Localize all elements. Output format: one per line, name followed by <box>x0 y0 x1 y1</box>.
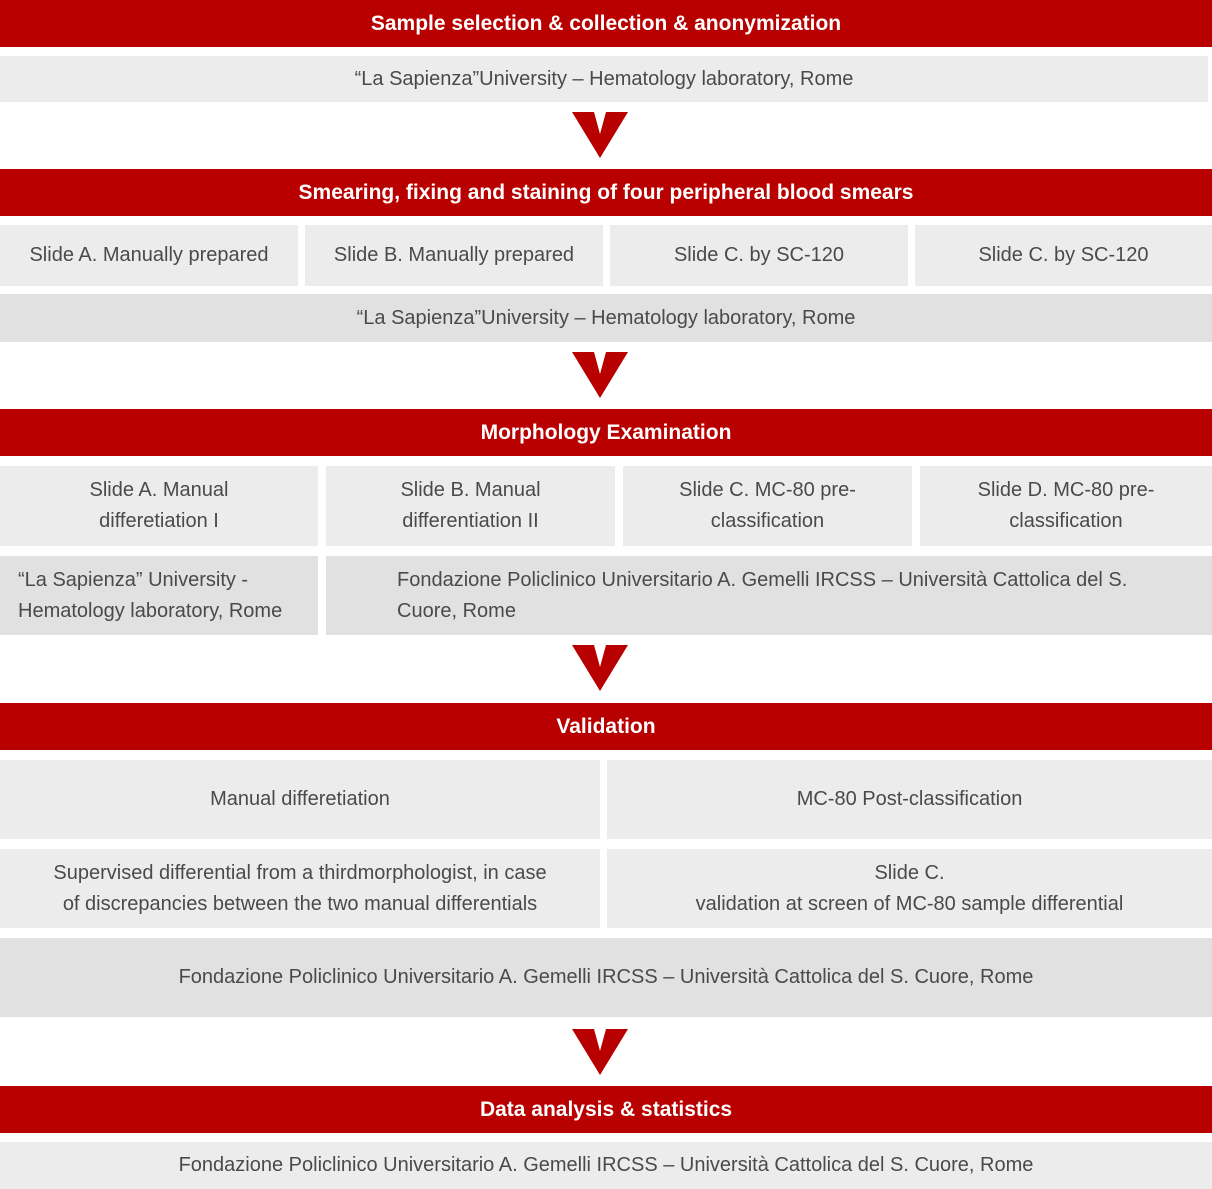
validation-method-right: MC-80 Post-classification <box>607 760 1212 839</box>
slide-c-prep: Slide C. by SC-120 <box>610 225 908 286</box>
slide-c-exam: Slide C. MC-80 pre- classification <box>623 466 912 546</box>
slide-b-prep: Slide B. Manually prepared <box>305 225 603 286</box>
validation-detail-right: Slide C. validation at screen of MC-80 sample differential <box>607 849 1212 928</box>
flow-arrow-icon <box>572 645 628 691</box>
stage3-location-right: Fondazione Policlinico Universitario A. Gemelli IRCSS – Università Cattolica del S. Cuore, Rome <box>326 556 1212 635</box>
stage5-header: Data analysis & statistics <box>0 1086 1212 1133</box>
stage1-location: “La Sapienza”University – Hematology laboratory, Rome <box>0 56 1208 102</box>
stage1-header: Sample selection & collection & anonymization <box>0 0 1212 47</box>
validation-method-left: Manual differetiation <box>0 760 600 839</box>
slide-b-exam: Slide B. Manual differentiation II <box>326 466 615 546</box>
validation-detail-left: Supervised differential from a thirdmorphologist, in case of discrepancies between the two manual differentials <box>0 849 600 928</box>
stage4-header: Validation <box>0 703 1212 750</box>
stage3-header: Morphology Examination <box>0 409 1212 456</box>
slide-d-exam: Slide D. MC-80 pre- classification <box>920 466 1212 546</box>
slide-a-exam: Slide A. Manual differetiation I <box>0 466 318 546</box>
flow-arrow-icon <box>572 1029 628 1075</box>
stage5-location: Fondazione Policlinico Universitario A. Gemelli IRCSS – Università Cattolica del S. Cuore, Rome <box>0 1142 1212 1189</box>
flow-arrow-icon <box>572 352 628 398</box>
stage2-header: Smearing, fixing and staining of four peripheral blood smears <box>0 169 1212 216</box>
slide-a-prep: Slide A. Manually prepared <box>0 225 298 286</box>
stage2-location: “La Sapienza”University – Hematology laboratory, Rome <box>0 294 1212 342</box>
slide-d-prep: Slide C. by SC-120 <box>915 225 1212 286</box>
flow-arrow-icon <box>572 112 628 158</box>
stage3-location-left: “La Sapienza” University - Hematology laboratory, Rome <box>0 556 318 635</box>
stage4-location: Fondazione Policlinico Universitario A. Gemelli IRCSS – Università Cattolica del S. Cuore, Rome <box>0 938 1212 1017</box>
